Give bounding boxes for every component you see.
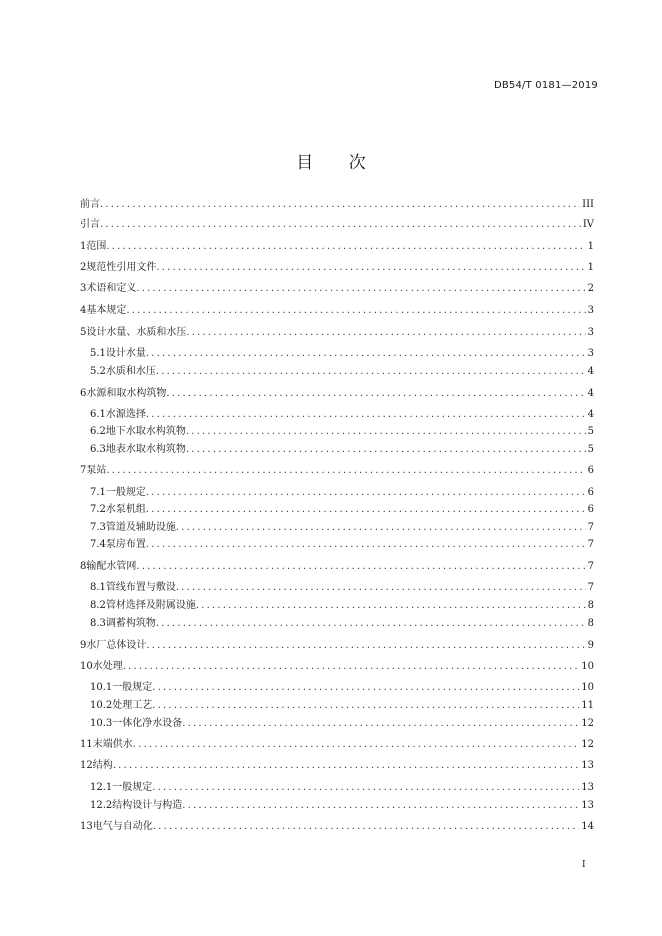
toc-subentry[interactable]: [90, 617, 594, 631]
toc-entry-page: 6: [587, 465, 594, 476]
dot-leader: [176, 581, 586, 595]
toc-entry-number: 5.1: [90, 348, 106, 359]
dot-leader: [133, 738, 580, 752]
toc-entry-title: 结构: [92, 760, 113, 771]
toc-entry-page: 7: [587, 522, 594, 533]
toc-entry-page: 7: [587, 582, 594, 593]
toc-entry-page: 10: [581, 661, 594, 672]
toc-entry-page: 13: [581, 760, 594, 771]
toc-entry[interactable]: [80, 759, 594, 773]
toc-entry-page: 10: [581, 682, 594, 693]
toc-entry-number: 1: [80, 241, 87, 252]
dot-leader: [182, 717, 579, 731]
toc-entry-number: 9: [80, 640, 87, 651]
toc-entry-page: 12: [581, 739, 594, 750]
toc-entry-title: 电气与自动化: [92, 821, 153, 832]
toc-entry-title: 水厂总体设计: [86, 640, 147, 651]
toc-entry-title: 一般规定: [112, 682, 153, 693]
toc-subentry[interactable]: [90, 486, 594, 500]
dot-leader: [126, 304, 585, 318]
toc-subentry[interactable]: [90, 699, 594, 713]
toc-entry-title: 一体化净水设备: [112, 718, 183, 729]
toc-entry-title: 泵房布置: [105, 539, 146, 550]
dot-leader: [146, 639, 585, 653]
toc-entry-title: 一般规定: [105, 487, 146, 498]
toc-entry-page: III: [582, 199, 594, 210]
toc-subentry[interactable]: [90, 408, 594, 422]
toc-entry-number: 6.1: [90, 409, 106, 420]
toc-entry-page: 11: [581, 700, 594, 711]
toc-entry-page: 6: [587, 487, 594, 498]
toc-entry-page: 7: [587, 561, 594, 572]
toc-subentry[interactable]: [90, 521, 594, 535]
toc-subentry[interactable]: [90, 425, 594, 439]
title-char-left: 目: [296, 153, 314, 173]
toc-entry-title: 水处理: [92, 661, 123, 672]
toc-entry-page: 4: [587, 366, 594, 377]
toc-entry[interactable]: [80, 738, 594, 752]
toc-entry[interactable]: [80, 387, 594, 401]
toc-entry-page: 7: [587, 539, 594, 550]
toc-entry-number: 12.1: [90, 782, 113, 793]
toc-entry-number: 2: [80, 262, 87, 273]
dot-leader: [152, 699, 579, 713]
dot-leader: [136, 560, 585, 574]
toc-entry[interactable]: [80, 282, 594, 296]
toc-entry-title: 规范性引用文件: [86, 262, 157, 273]
dot-leader: [153, 820, 580, 834]
toc-entry-number: 7: [80, 465, 87, 476]
toc-entry-page: 2: [587, 283, 594, 294]
toc-entry-title: 水源和取水构筑物: [86, 388, 167, 399]
toc-subentry[interactable]: [90, 599, 594, 613]
toc-entry-title: 管材选择及附属设施: [105, 600, 196, 611]
dot-leader: [146, 538, 586, 552]
toc-entry-page: 3: [587, 327, 594, 338]
toc-entry-page: 6: [587, 504, 594, 515]
dot-leader: [146, 486, 586, 500]
toc-entry-number: 8.1: [90, 582, 106, 593]
toc-entry-page: 13: [581, 782, 594, 793]
toc-subentry[interactable]: [90, 503, 594, 517]
dot-leader: [176, 521, 586, 535]
toc-subentry[interactable]: [90, 443, 594, 457]
toc-entry[interactable]: [80, 820, 594, 834]
toc-entry-number: 6.2: [90, 426, 106, 437]
dot-leader: [152, 681, 579, 695]
dot-leader: [156, 261, 585, 275]
toc-entry[interactable]: [80, 464, 594, 478]
toc-entry-number: 7.3: [90, 522, 106, 533]
toc-entry-number: 7.1: [90, 487, 106, 498]
toc-entry-page: 8: [587, 600, 594, 611]
toc-entry-title: 水泵机组: [105, 504, 146, 515]
page-number: I: [582, 860, 586, 870]
toc-entry-number: 10.2: [90, 700, 113, 711]
toc-entry-page: IV: [582, 219, 594, 230]
dot-leader: [186, 326, 585, 340]
toc-entry[interactable]: [80, 560, 594, 574]
toc-entry-number: 12: [80, 760, 93, 771]
dot-leader: [152, 781, 579, 795]
toc-entry-page: 3: [587, 305, 594, 316]
toc-entry-number: 11: [80, 739, 93, 750]
toc-entry-page: 5: [587, 444, 594, 455]
toc-entry-number: 10.3: [90, 718, 113, 729]
toc-entry-number: 13: [80, 821, 93, 832]
dot-leader: [113, 759, 580, 773]
toc-entry-number: 3: [80, 283, 87, 294]
toc-entry-number: 6.3: [90, 444, 106, 455]
toc-entry-title: 设计水量: [105, 348, 146, 359]
dot-leader: [156, 617, 586, 631]
toc-entry-number: 8.3: [90, 618, 106, 629]
toc-entry-number: 7.4: [90, 539, 106, 550]
toc-entry-title: 水质和水压: [105, 366, 156, 377]
toc-entry-title: 调蓄构筑物: [105, 618, 156, 629]
document-code: DB54/T 0181—2019: [493, 80, 598, 91]
toc-entry-page: 4: [587, 388, 594, 399]
toc-entry-page: 1: [587, 241, 594, 252]
toc-entry[interactable]: [80, 326, 594, 340]
dot-leader: [156, 365, 586, 379]
dot-leader: [186, 443, 586, 457]
toc-entry-title: 地下水取水构筑物: [105, 426, 186, 437]
toc-entry-page: 9: [587, 640, 594, 651]
title-char-right: 次: [348, 153, 366, 173]
toc-entry[interactable]: [80, 240, 594, 254]
toc-entry[interactable]: [80, 304, 594, 318]
toc-entry-number: 7.2: [90, 504, 106, 515]
dot-leader: [166, 387, 585, 401]
toc-entry[interactable]: [80, 660, 594, 674]
toc-subentry[interactable]: [90, 717, 594, 731]
toc-entry[interactable]: [80, 218, 594, 232]
toc-entry-title: 结构设计与构造: [112, 800, 183, 811]
toc-entry-title: 范围: [86, 241, 107, 252]
toc-entry-page: 1: [587, 262, 594, 273]
toc-entry-title: 引言: [80, 219, 100, 230]
toc-entry-page: 13: [581, 800, 594, 811]
dot-leader: [186, 425, 586, 439]
dot-leader: [100, 218, 581, 232]
toc-entry-number: 6: [80, 388, 87, 399]
toc-entry-page: 8: [587, 618, 594, 629]
toc-entry-title: 水源选择: [105, 409, 146, 420]
dot-leader: [196, 599, 586, 613]
toc-entry-number: 5: [80, 327, 87, 338]
dot-leader: [182, 799, 579, 813]
toc-subentry[interactable]: [90, 365, 594, 379]
toc-entry-title: 前言: [80, 199, 100, 210]
toc-entry-title: 处理工艺: [112, 700, 153, 711]
toc-entry-number: 10.1: [90, 682, 113, 693]
toc-entry-title: 基本规定: [86, 305, 127, 316]
toc-entry-title: 末端供水: [92, 739, 133, 750]
toc-entry-page: 5: [587, 426, 594, 437]
toc-subentry[interactable]: [90, 347, 594, 361]
toc-entry-number: 10: [80, 661, 93, 672]
toc-entry-number: 4: [80, 305, 87, 316]
dot-leader: [123, 660, 580, 674]
toc-entry[interactable]: [80, 261, 594, 275]
dot-leader: [146, 408, 586, 422]
toc-entry-page: 4: [587, 409, 594, 420]
toc-entry-page: 3: [587, 348, 594, 359]
toc-entry-page: 14: [581, 821, 594, 832]
toc-subentry[interactable]: [90, 581, 594, 595]
toc-entry-title: 设计水量、水质和水压: [86, 327, 187, 338]
toc-entry-title: 管线布置与敷设: [105, 582, 176, 593]
dot-leader: [146, 503, 586, 517]
toc-entry-number: 8.2: [90, 600, 106, 611]
toc-subentry[interactable]: [90, 781, 594, 795]
dot-leader: [136, 282, 585, 296]
toc-subentry[interactable]: [90, 538, 594, 552]
toc-entry-title: 一般规定: [112, 782, 153, 793]
dot-leader: [146, 347, 586, 361]
toc-entry-title: 输配水管网: [86, 561, 137, 572]
toc-entry-number: 8: [80, 561, 87, 572]
toc-entry-title: 管道及辅助设施: [105, 522, 176, 533]
dot-leader: [106, 464, 585, 478]
dot-leader: [100, 198, 580, 212]
toc-entry-title: 泵站: [86, 465, 107, 476]
toc-subentry[interactable]: [90, 799, 594, 813]
toc-entry-page: 12: [581, 718, 594, 729]
toc-entry-number: 12.2: [90, 800, 113, 811]
toc-entry[interactable]: [80, 639, 594, 653]
toc-entry[interactable]: [80, 198, 594, 212]
toc-entry-title: 地表水取水构筑物: [105, 444, 186, 455]
toc-entry-number: 5.2: [90, 366, 106, 377]
toc-subentry[interactable]: [90, 681, 594, 695]
toc-entry-title: 术语和定义: [86, 283, 137, 294]
dot-leader: [106, 240, 585, 254]
